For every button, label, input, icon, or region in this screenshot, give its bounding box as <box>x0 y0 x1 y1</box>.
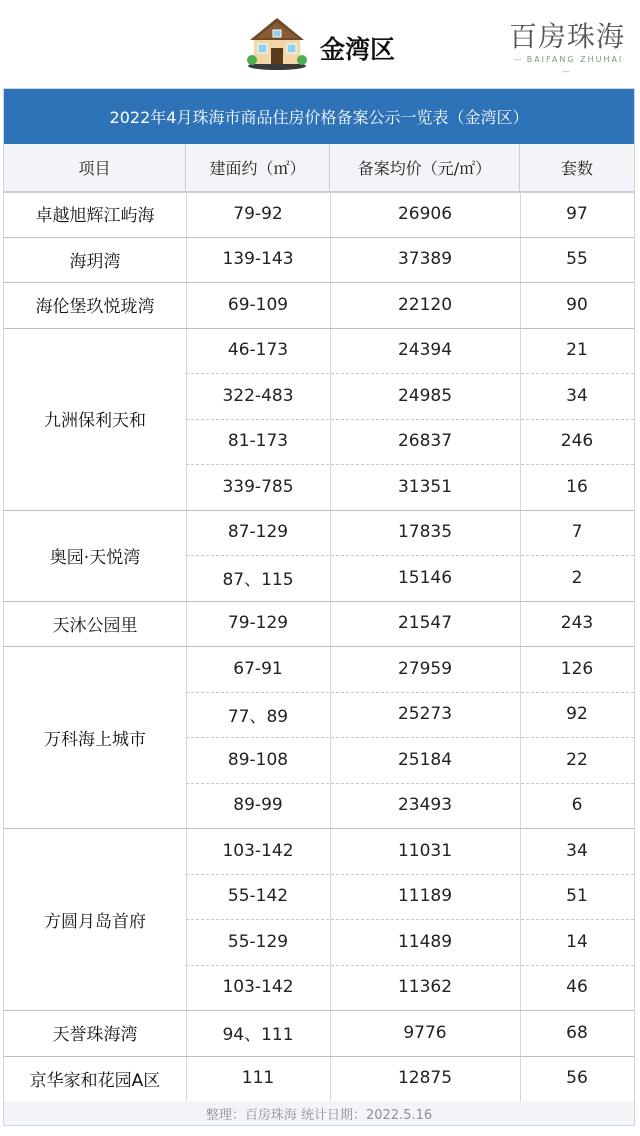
project-name: 卓越旭辉江屿海 <box>35 206 155 227</box>
price-cell: 12875 <box>397 1068 453 1089</box>
brand-name: 百房珠海 <box>508 20 625 53</box>
area-cell: 103-142 <box>222 840 294 861</box>
area-cell: 67-91 <box>233 658 283 679</box>
price-cell: 15146 <box>397 567 453 588</box>
units-cell: 126 <box>560 658 594 679</box>
area-cell: 87、115 <box>222 570 294 591</box>
area-cell: 89-108 <box>227 749 289 770</box>
price-cell: 23493 <box>397 795 453 816</box>
price-table <box>3 88 635 1126</box>
price-cell: 11189 <box>397 886 453 907</box>
price-cell: 24394 <box>397 340 453 361</box>
brand-logo <box>506 20 628 80</box>
district-title: 金湾区 <box>320 35 396 64</box>
price-cell: 24985 <box>397 385 453 406</box>
project-name: 奥园·天悦湾 <box>49 547 141 568</box>
units-cell: 22 <box>566 749 588 770</box>
area-cell: 89-99 <box>233 795 283 816</box>
area-cell: 79-92 <box>233 203 283 224</box>
price-cell: 11031 <box>397 840 453 861</box>
price-cell: 11362 <box>397 977 453 998</box>
brand-name-en: — BAIFANG ZHUHAI — <box>506 54 628 78</box>
price-cell: 37389 <box>397 249 453 270</box>
units-cell: 243 <box>560 613 594 634</box>
area-cell: 111 <box>241 1068 275 1089</box>
area-cell: 87-129 <box>227 522 289 543</box>
area-cell: 69-109 <box>227 294 289 315</box>
price-cell: 21547 <box>397 613 453 634</box>
area-cell: 339-785 <box>222 476 294 497</box>
units-cell: 68 <box>566 1022 588 1043</box>
project-name: 天沐公园里 <box>52 615 138 636</box>
units-cell: 16 <box>566 476 588 497</box>
project-name: 方圆月岛首府 <box>44 911 146 932</box>
price-cell: 26906 <box>397 203 453 224</box>
project-name: 万科海上城市 <box>44 729 146 750</box>
units-cell: 34 <box>566 385 588 406</box>
area-cell: 322-483 <box>222 385 294 406</box>
price-cell: 17835 <box>397 522 453 543</box>
units-cell: 14 <box>566 931 588 952</box>
area-cell: 77、89 <box>227 706 289 727</box>
column-header-area: 建面约（㎡） <box>186 144 330 191</box>
units-cell: 7 <box>571 522 583 543</box>
table-title: 2022年4月珠海市商品住房价格备案公示一览表（金湾区） <box>4 89 634 144</box>
units-cell: 6 <box>571 795 583 816</box>
units-cell: 56 <box>566 1068 588 1089</box>
price-cell: 26837 <box>397 431 453 452</box>
project-name: 天誉珠海湾 <box>52 1025 138 1046</box>
area-cell: 46-173 <box>227 340 289 361</box>
units-cell: 55 <box>566 249 588 270</box>
table-footer: 整理：百房珠海 统计日期：2022.5.16 <box>4 1101 634 1125</box>
units-cell: 21 <box>566 340 588 361</box>
house-icon <box>246 14 308 70</box>
units-cell: 97 <box>566 203 588 224</box>
price-cell: 31351 <box>397 476 453 497</box>
table-body <box>4 191 634 1101</box>
area-cell: 94、111 <box>222 1025 294 1046</box>
table-header <box>4 144 634 193</box>
units-cell: 51 <box>566 886 588 907</box>
units-cell: 34 <box>566 840 588 861</box>
area-cell: 139-143 <box>222 249 294 270</box>
page-header <box>0 0 640 88</box>
area-cell: 79-129 <box>227 613 289 634</box>
price-cell: 25184 <box>397 749 453 770</box>
units-cell: 246 <box>560 431 594 452</box>
column-header-project: 项目 <box>4 144 186 191</box>
area-cell: 103-142 <box>222 977 294 998</box>
price-cell: 27959 <box>397 658 453 679</box>
units-cell: 90 <box>566 294 588 315</box>
project-name: 海伦堡玖悦珑湾 <box>35 297 155 318</box>
price-cell: 22120 <box>397 294 453 315</box>
price-cell: 25273 <box>397 704 453 725</box>
units-cell: 2 <box>571 567 583 588</box>
units-cell: 46 <box>566 977 588 998</box>
column-header-price: 备案均价（元/㎡） <box>330 144 520 191</box>
price-cell: 9776 <box>403 1022 447 1043</box>
project-name: 九洲保利天和 <box>44 411 146 431</box>
area-cell: 55-129 <box>227 931 289 952</box>
column-header-units: 套数 <box>560 159 593 178</box>
price-cell: 11489 <box>397 931 453 952</box>
project-name: 京华家和花园A区 <box>29 1070 161 1091</box>
units-cell: 92 <box>566 704 588 725</box>
area-cell: 81-173 <box>227 431 289 452</box>
project-name: 海玥湾 <box>69 251 121 272</box>
area-cell: 55-142 <box>227 886 289 907</box>
